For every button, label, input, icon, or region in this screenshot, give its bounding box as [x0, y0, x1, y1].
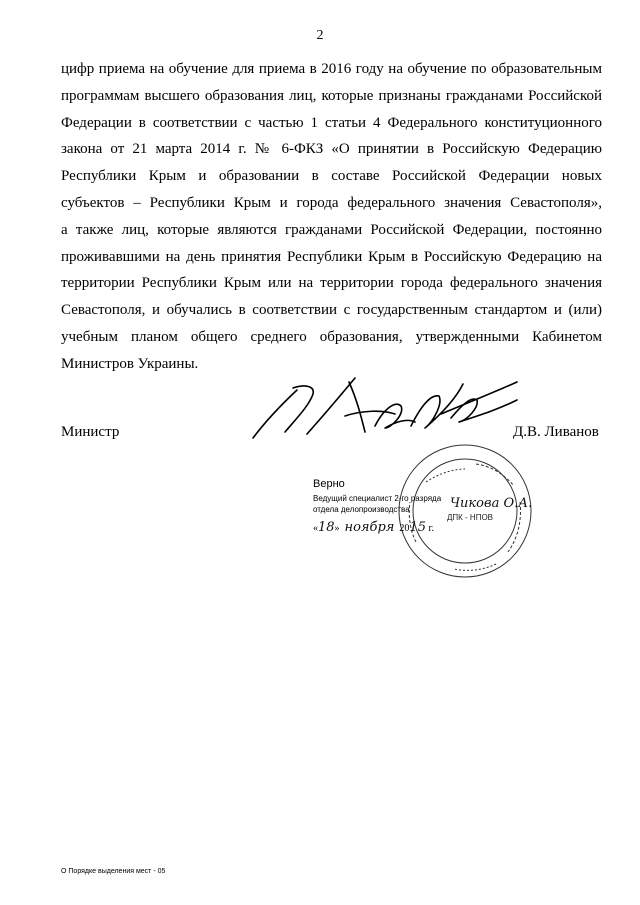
date-month: ноября — [344, 520, 395, 535]
footer-file-reference: О Порядке выделения мест - 05 — [61, 868, 166, 875]
body-line: учебным планом общего среднего образования, утвержденными Кабинетом — [61, 328, 602, 345]
handwritten-surname: Чикова О.А. — [450, 496, 533, 511]
body-line: Федерации в соответствии с частью 1 статьи 4 Федерального конституционного — [61, 114, 602, 131]
certification-title: Верно — [313, 478, 345, 490]
body-line: программам высшего образования лиц, которые признаны гражданами Российской — [61, 87, 602, 104]
body-line: Министров Украины. — [61, 355, 199, 372]
body-line: Севастополя, и обучались в соответствии с государственным стандартом и (или) — [61, 302, 602, 319]
date-year-unit: г. — [428, 523, 434, 534]
minister-signature — [245, 370, 520, 445]
signer-name: Д.В. Ливанов — [513, 424, 599, 440]
certification-position: Ведущий специалист 2-го разряда — [313, 494, 442, 503]
certification-date — [313, 520, 441, 535]
certification-block — [313, 478, 441, 535]
date-quote-open: « — [313, 523, 318, 534]
stamp-center-text: ДПК - НПОВ — [446, 513, 494, 522]
body-line: а также лиц, которые являются гражданами Российской Федерации, постоянно — [61, 221, 602, 238]
page-number: 2 — [316, 28, 324, 43]
body-line: цифр приема на обучение для приема в 2016 году на обучение по образовательным — [61, 61, 602, 77]
date-year-suffix: 15 — [409, 520, 426, 535]
body-line: субъектов – Республики Крым и города федерального значения Севастополя», — [61, 194, 602, 211]
body-line: закона от 21 марта 2014 г. № 6-ФКЗ «О принятии в Российскую Федерацию — [61, 141, 602, 158]
position-title: Министр — [61, 424, 120, 440]
body-line: проживавшими на день принятия Республики Крым в Российскую Федерацию на — [61, 248, 602, 265]
body-line: Республики Крым и образовании в составе Российской Федерации новых — [61, 168, 602, 185]
date-year-prefix: 20 — [399, 523, 410, 534]
date-quote-close: » — [334, 523, 340, 534]
certification-department: отдела делопроизводства — [313, 505, 410, 514]
body-line: территории Республики Крым или на территории города федерального значения — [61, 275, 602, 292]
body-text — [61, 56, 602, 378]
date-day: 18 — [318, 520, 335, 535]
